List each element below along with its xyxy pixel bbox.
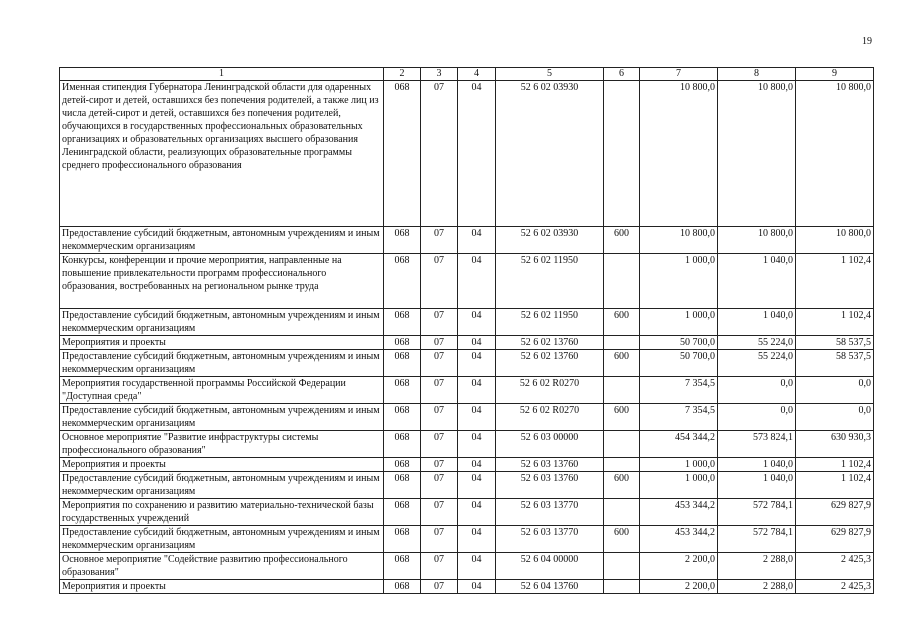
row-amount-year1-cell: 50 700,0 bbox=[640, 350, 718, 377]
row-subsection-cell: 04 bbox=[458, 499, 496, 526]
row-subsection-cell: 04 bbox=[458, 431, 496, 458]
row-section-cell: 07 bbox=[421, 580, 458, 594]
row-code-cell: 068 bbox=[384, 404, 421, 431]
row-subsection-cell: 04 bbox=[458, 580, 496, 594]
row-amount-year1-cell: 1 000,0 bbox=[640, 254, 718, 309]
budget-table bbox=[59, 67, 874, 594]
row-name-cell: Именная стипендия Губернатора Ленинградской области для одаренных детей-сирот и детей, оставшихся без попечения родителей, а также лиц из числа детей-сирот и детей, оставшихся без попечения родителей, обучающихся в государственных профессиональных образовательных организациях и образовательных организациях высшего образования Ленинградской области, реализующих образовательные программы среднего профессионального образования bbox=[60, 81, 384, 227]
row-section-cell: 07 bbox=[421, 431, 458, 458]
row-target-article-cell: 52 6 02 11950 bbox=[496, 309, 604, 336]
row-name-cell: Мероприятия и проекты bbox=[60, 336, 384, 350]
row-name-cell: Предоставление субсидий бюджетным, автономным учреждениям и иным некоммерческим организациям bbox=[60, 350, 384, 377]
row-name-cell: Предоставление субсидий бюджетным, автономным учреждениям и иным некоммерческим организациям bbox=[60, 309, 384, 336]
row-expense-type-cell bbox=[604, 377, 640, 404]
row-subsection-cell: 04 bbox=[458, 350, 496, 377]
row-expense-type-cell: 600 bbox=[604, 350, 640, 377]
row-section-cell: 07 bbox=[421, 472, 458, 499]
row-target-article-cell: 52 6 02 R0270 bbox=[496, 404, 604, 431]
row-amount-year3-cell: 10 800,0 bbox=[796, 81, 874, 227]
row-section-cell: 07 bbox=[421, 458, 458, 472]
row-target-article-cell: 52 6 04 00000 bbox=[496, 553, 604, 580]
row-subsection-cell: 04 bbox=[458, 526, 496, 553]
row-code-cell: 068 bbox=[384, 81, 421, 227]
table-row bbox=[60, 309, 874, 336]
row-name-cell: Конкурсы, конференции и прочие мероприятия, направленные на повышение привлекательности программ профессионального образования, востребованных на региональном рынке труда bbox=[60, 254, 384, 309]
table-row bbox=[60, 580, 874, 594]
header-cell: 1 bbox=[60, 68, 384, 81]
row-amount-year2-cell: 572 784,1 bbox=[718, 499, 796, 526]
row-expense-type-cell: 600 bbox=[604, 472, 640, 499]
row-name-cell: Основное мероприятие "Развитие инфраструктуры системы профессионального образования" bbox=[60, 431, 384, 458]
row-section-cell: 07 bbox=[421, 336, 458, 350]
row-section-cell: 07 bbox=[421, 553, 458, 580]
row-amount-year3-cell: 1 102,4 bbox=[796, 309, 874, 336]
row-amount-year3-cell: 1 102,4 bbox=[796, 458, 874, 472]
row-amount-year1-cell: 2 200,0 bbox=[640, 553, 718, 580]
row-amount-year2-cell: 10 800,0 bbox=[718, 81, 796, 227]
row-expense-type-cell bbox=[604, 81, 640, 227]
row-amount-year2-cell: 0,0 bbox=[718, 377, 796, 404]
header-cell: 9 bbox=[796, 68, 874, 81]
table-row bbox=[60, 81, 874, 227]
row-amount-year1-cell: 453 344,2 bbox=[640, 499, 718, 526]
row-amount-year1-cell: 10 800,0 bbox=[640, 227, 718, 254]
row-code-cell: 068 bbox=[384, 254, 421, 309]
row-section-cell: 07 bbox=[421, 350, 458, 377]
row-expense-type-cell bbox=[604, 499, 640, 526]
row-amount-year2-cell: 573 824,1 bbox=[718, 431, 796, 458]
row-code-cell: 068 bbox=[384, 553, 421, 580]
row-expense-type-cell: 600 bbox=[604, 526, 640, 553]
row-amount-year3-cell: 10 800,0 bbox=[796, 227, 874, 254]
row-amount-year1-cell: 1 000,0 bbox=[640, 472, 718, 499]
row-subsection-cell: 04 bbox=[458, 458, 496, 472]
row-name-cell: Мероприятия государственной программы Российской Федерации "Доступная среда" bbox=[60, 377, 384, 404]
row-subsection-cell: 04 bbox=[458, 309, 496, 336]
row-subsection-cell: 04 bbox=[458, 553, 496, 580]
row-expense-type-cell bbox=[604, 431, 640, 458]
row-amount-year2-cell: 55 224,0 bbox=[718, 350, 796, 377]
table-row bbox=[60, 472, 874, 499]
header-cell: 7 bbox=[640, 68, 718, 81]
table-row bbox=[60, 254, 874, 309]
row-amount-year1-cell: 1 000,0 bbox=[640, 309, 718, 336]
row-code-cell: 068 bbox=[384, 227, 421, 254]
row-code-cell: 068 bbox=[384, 499, 421, 526]
page-number: 19 bbox=[862, 36, 872, 47]
table-row bbox=[60, 499, 874, 526]
row-amount-year1-cell: 454 344,2 bbox=[640, 431, 718, 458]
row-name-cell: Мероприятия и проекты bbox=[60, 580, 384, 594]
row-amount-year2-cell: 0,0 bbox=[718, 404, 796, 431]
row-subsection-cell: 04 bbox=[458, 404, 496, 431]
row-target-article-cell: 52 6 02 R0270 bbox=[496, 377, 604, 404]
header-cell: 6 bbox=[604, 68, 640, 81]
row-amount-year1-cell: 50 700,0 bbox=[640, 336, 718, 350]
row-amount-year3-cell: 2 425,3 bbox=[796, 580, 874, 594]
row-amount-year1-cell: 453 344,2 bbox=[640, 526, 718, 553]
row-amount-year2-cell: 1 040,0 bbox=[718, 254, 796, 309]
row-section-cell: 07 bbox=[421, 81, 458, 227]
row-target-article-cell: 52 6 02 11950 bbox=[496, 254, 604, 309]
row-code-cell: 068 bbox=[384, 472, 421, 499]
table-row bbox=[60, 526, 874, 553]
row-amount-year3-cell: 629 827,9 bbox=[796, 499, 874, 526]
row-name-cell: Основное мероприятие "Содействие развитию профессионального образования" bbox=[60, 553, 384, 580]
row-subsection-cell: 04 bbox=[458, 336, 496, 350]
row-amount-year2-cell: 2 288,0 bbox=[718, 553, 796, 580]
row-amount-year3-cell: 0,0 bbox=[796, 404, 874, 431]
row-target-article-cell: 52 6 04 13760 bbox=[496, 580, 604, 594]
table-row bbox=[60, 377, 874, 404]
row-amount-year3-cell: 630 930,3 bbox=[796, 431, 874, 458]
row-section-cell: 07 bbox=[421, 254, 458, 309]
row-target-article-cell: 52 6 03 13770 bbox=[496, 526, 604, 553]
row-amount-year3-cell: 0,0 bbox=[796, 377, 874, 404]
header-cell: 4 bbox=[458, 68, 496, 81]
row-subsection-cell: 04 bbox=[458, 227, 496, 254]
row-section-cell: 07 bbox=[421, 377, 458, 404]
row-amount-year3-cell: 58 537,5 bbox=[796, 350, 874, 377]
row-amount-year1-cell: 7 354,5 bbox=[640, 377, 718, 404]
row-expense-type-cell bbox=[604, 553, 640, 580]
row-amount-year3-cell: 1 102,4 bbox=[796, 254, 874, 309]
row-target-article-cell: 52 6 03 13760 bbox=[496, 472, 604, 499]
row-section-cell: 07 bbox=[421, 227, 458, 254]
row-subsection-cell: 04 bbox=[458, 377, 496, 404]
table-row bbox=[60, 553, 874, 580]
row-code-cell: 068 bbox=[384, 458, 421, 472]
table-row bbox=[60, 458, 874, 472]
row-target-article-cell: 52 6 02 03930 bbox=[496, 227, 604, 254]
header-cell: 3 bbox=[421, 68, 458, 81]
row-code-cell: 068 bbox=[384, 580, 421, 594]
row-amount-year2-cell: 10 800,0 bbox=[718, 227, 796, 254]
table-row bbox=[60, 431, 874, 458]
row-code-cell: 068 bbox=[384, 431, 421, 458]
row-amount-year2-cell: 1 040,0 bbox=[718, 472, 796, 499]
row-name-cell: Предоставление субсидий бюджетным, автономным учреждениям и иным некоммерческим организациям bbox=[60, 472, 384, 499]
row-target-article-cell: 52 6 03 13760 bbox=[496, 458, 604, 472]
row-code-cell: 068 bbox=[384, 336, 421, 350]
header-cell: 8 bbox=[718, 68, 796, 81]
row-amount-year2-cell: 2 288,0 bbox=[718, 580, 796, 594]
row-expense-type-cell: 600 bbox=[604, 309, 640, 336]
row-name-cell: Мероприятия по сохранению и развитию материально-технической базы государственных учреждений bbox=[60, 499, 384, 526]
table-row bbox=[60, 227, 874, 254]
row-amount-year1-cell: 10 800,0 bbox=[640, 81, 718, 227]
row-code-cell: 068 bbox=[384, 350, 421, 377]
row-target-article-cell: 52 6 02 13760 bbox=[496, 350, 604, 377]
row-target-article-cell: 52 6 03 13770 bbox=[496, 499, 604, 526]
row-code-cell: 068 bbox=[384, 309, 421, 336]
row-name-cell: Предоставление субсидий бюджетным, автономным учреждениям и иным некоммерческим организациям bbox=[60, 227, 384, 254]
row-name-cell: Предоставление субсидий бюджетным, автономным учреждениям и иным некоммерческим организациям bbox=[60, 526, 384, 553]
row-name-cell: Предоставление субсидий бюджетным, автономным учреждениям и иным некоммерческим организациям bbox=[60, 404, 384, 431]
row-expense-type-cell bbox=[604, 458, 640, 472]
row-amount-year1-cell: 1 000,0 bbox=[640, 458, 718, 472]
row-section-cell: 07 bbox=[421, 499, 458, 526]
row-expense-type-cell: 600 bbox=[604, 404, 640, 431]
row-amount-year2-cell: 1 040,0 bbox=[718, 309, 796, 336]
row-expense-type-cell bbox=[604, 580, 640, 594]
row-target-article-cell: 52 6 03 00000 bbox=[496, 431, 604, 458]
row-amount-year3-cell: 58 537,5 bbox=[796, 336, 874, 350]
header-cell: 2 bbox=[384, 68, 421, 81]
row-amount-year2-cell: 572 784,1 bbox=[718, 526, 796, 553]
row-amount-year2-cell: 1 040,0 bbox=[718, 458, 796, 472]
row-name-cell: Мероприятия и проекты bbox=[60, 458, 384, 472]
row-section-cell: 07 bbox=[421, 309, 458, 336]
row-amount-year3-cell: 1 102,4 bbox=[796, 472, 874, 499]
row-expense-type-cell bbox=[604, 254, 640, 309]
row-amount-year3-cell: 2 425,3 bbox=[796, 553, 874, 580]
row-subsection-cell: 04 bbox=[458, 254, 496, 309]
row-section-cell: 07 bbox=[421, 404, 458, 431]
row-target-article-cell: 52 6 02 13760 bbox=[496, 336, 604, 350]
table-header-row bbox=[60, 68, 874, 81]
row-section-cell: 07 bbox=[421, 526, 458, 553]
row-subsection-cell: 04 bbox=[458, 472, 496, 499]
table-row bbox=[60, 404, 874, 431]
row-amount-year1-cell: 2 200,0 bbox=[640, 580, 718, 594]
row-amount-year3-cell: 629 827,9 bbox=[796, 526, 874, 553]
row-amount-year2-cell: 55 224,0 bbox=[718, 336, 796, 350]
table-row bbox=[60, 350, 874, 377]
row-expense-type-cell bbox=[604, 336, 640, 350]
row-code-cell: 068 bbox=[384, 377, 421, 404]
header-cell: 5 bbox=[496, 68, 604, 81]
row-amount-year1-cell: 7 354,5 bbox=[640, 404, 718, 431]
row-subsection-cell: 04 bbox=[458, 81, 496, 227]
row-code-cell: 068 bbox=[384, 526, 421, 553]
row-expense-type-cell: 600 bbox=[604, 227, 640, 254]
row-target-article-cell: 52 6 02 03930 bbox=[496, 81, 604, 227]
table-row bbox=[60, 336, 874, 350]
